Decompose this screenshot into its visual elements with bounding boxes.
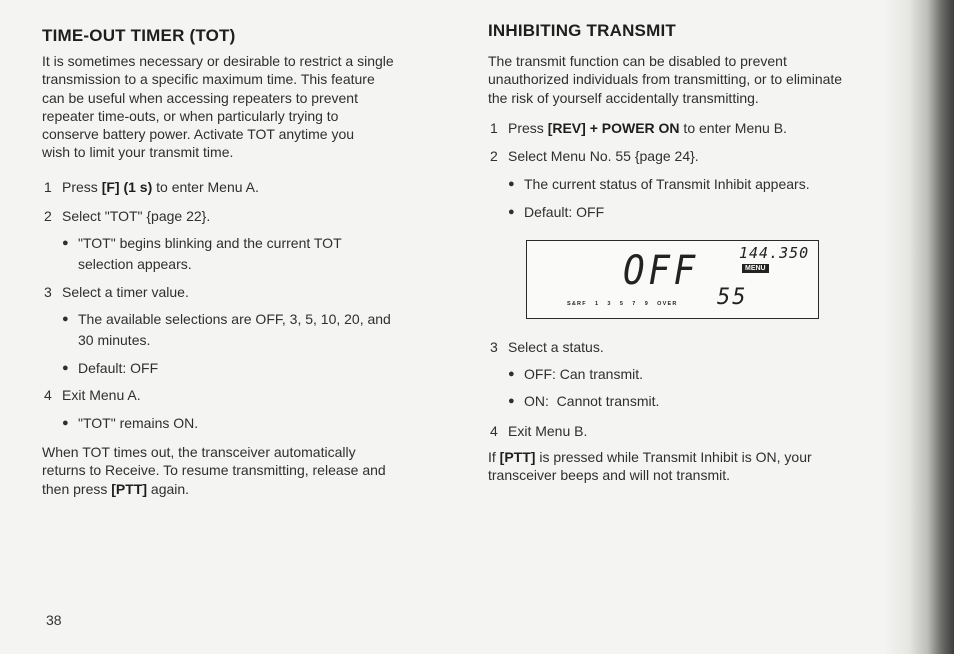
inhibit-outro-paragraph: If [PTT] is pressed while Transmit Inhibit is ON, your transceiver beeps and will not transmit. <box>488 449 812 484</box>
bullet-dot: ● <box>508 368 515 380</box>
tot-intro-line: conserve battery power. Activate TOT anytime you <box>42 126 355 143</box>
bullet-dot: ● <box>62 417 69 429</box>
lcd-signal-meter-scale: S&RF 1 3 5 7 9 OVER <box>567 301 678 307</box>
tot-outro-paragraph: When TOT times out, the transceiver automatically returns to Receive. To resume transmitting, release and then press [PTT] again. <box>42 444 386 497</box>
inhibit-step-2: 2 Select Menu No. 55 {page 24}. <box>490 148 699 164</box>
key-rev-power-on: [REV] + POWER ON <box>547 120 680 136</box>
lcd-main-readout: OFF <box>623 248 699 294</box>
inhibit-step-3: 3 Select a status. <box>490 339 604 355</box>
tot-intro-line: repeater time-outs, or when particularly trying to <box>42 107 339 124</box>
inhibit-step-1: 1 Press [REV] + POWER ON to enter Menu B. <box>490 120 787 136</box>
section-title-inhibit: INHIBITING TRANSMIT <box>488 21 676 40</box>
page-binding-edge <box>884 0 954 654</box>
lcd-menu-badge: MENU <box>742 264 769 273</box>
bullet-dot: ● <box>508 178 515 190</box>
key-ptt: [PTT] <box>111 480 148 497</box>
bullet-dot: ● <box>62 237 69 249</box>
tot-intro-line: can be useful when accessing repeaters to prevent <box>42 89 358 106</box>
tot-step-3: 3 Select a timer value. <box>44 284 189 300</box>
page-number: 38 <box>46 612 62 628</box>
key-f: [F] (1 s) <box>101 179 153 195</box>
tot-intro-line: transmission to a specific maximum time. This feature <box>42 71 375 88</box>
section-title-tot: TIME-OUT TIMER (TOT) <box>42 26 236 45</box>
tot-intro-paragraph <box>42 52 394 162</box>
bullet-dot: ● <box>508 206 515 218</box>
lcd-menu-number: 55 <box>717 285 748 310</box>
bullet-dot: ● <box>62 362 69 374</box>
key-ptt: [PTT] <box>499 449 536 465</box>
tot-step-2: 2 Select "TOT" {page 22}. <box>44 208 211 224</box>
tot-step-4: 4 Exit Menu A. <box>44 387 141 403</box>
tot-intro-line: It is sometimes necessary or desirable to restrict a single <box>42 53 394 69</box>
bullet-dot: ● <box>62 313 69 325</box>
tot-intro-line: wish to limit your transmit time. <box>42 144 234 161</box>
tot-step-1: 1 Press [F] (1 s) to enter Menu A. <box>44 179 259 195</box>
lcd-display-illustration <box>526 240 819 319</box>
lcd-frequency: 144.350 <box>739 244 810 262</box>
inhibit-intro-paragraph: The transmit function can be disabled to prevent unauthorized individuals from transmitting, or to eliminate the risk of yourself accidentally transmitting. <box>488 53 843 106</box>
bullet-dot: ● <box>508 395 515 407</box>
inhibit-step-4: 4 Exit Menu B. <box>490 423 588 439</box>
